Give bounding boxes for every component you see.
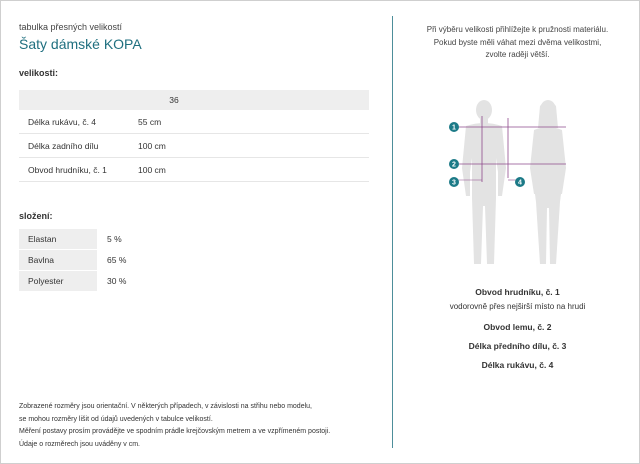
table-row [19, 229, 167, 250]
measurement-name: Délka rukávu, č. 4 [19, 110, 130, 134]
composition-table [19, 229, 167, 292]
intro-line: zvolte raději větší. [485, 50, 550, 59]
marker-2-icon [449, 159, 459, 169]
svg-text:2: 2 [452, 161, 456, 169]
body-measurement-figure [440, 98, 590, 270]
size-column-header: 36 [130, 90, 218, 110]
measurement-name: Délka zadního dílu [19, 134, 130, 158]
divider [392, 16, 393, 448]
legend-sleeve-title: Délka rukávu, č. 4 [481, 360, 554, 370]
sizes-label: velikosti: [19, 68, 59, 78]
note-line: Údaje o rozměrech jsou uváděny v cm. [19, 440, 140, 448]
svg-text:3: 3 [452, 179, 456, 187]
header [19, 22, 371, 52]
material-name: Polyester [19, 271, 97, 292]
legend-chest-desc: vodorovně přes nejširší místo na hrudi [449, 302, 586, 311]
legend-chest-title: Obvod hrudníku, č. 1 [475, 287, 560, 297]
table-row [19, 250, 167, 271]
intro-line: Při výběru velikosti přihlížejte k pružnosti materiálu. [426, 25, 609, 34]
marker-4-icon [515, 177, 525, 187]
table-header-row [19, 90, 369, 110]
intro-line: Pokud byste měli váhat mezi dvěma velikostmi, [433, 37, 602, 47]
page-subtitle: tabulka přesných velikostí [19, 22, 123, 32]
table-row [19, 271, 167, 292]
female-silhouette-icon [530, 100, 566, 264]
material-name: Elastan [19, 229, 97, 250]
marker-3-icon [449, 177, 459, 187]
measurement-value: 100 cm [130, 134, 218, 158]
note-line: se mohou rozměry lišit od údajů uvedených v tabulce velikostí. [19, 415, 213, 423]
measurement-value: 100 cm [130, 158, 218, 182]
composition-label: složení: [19, 211, 53, 221]
material-value: 30 % [97, 271, 167, 292]
material-value: 65 % [97, 250, 167, 271]
legend-hem-title: Obvod lemu, č. 2 [483, 322, 552, 332]
sizes-table [19, 90, 369, 182]
measurement-value: 55 cm [130, 110, 218, 134]
table-row [19, 110, 369, 134]
note-line: Zobrazené rozměry jsou orientační. V některých případech, v závislosti na střihu nebo modelu, [19, 403, 312, 410]
male-silhouette-icon [462, 100, 506, 264]
svg-text:1: 1 [452, 124, 456, 132]
measurement-name: Obvod hrudníku, č. 1 [19, 158, 130, 182]
material-value: 5 % [97, 229, 167, 250]
table-row [19, 158, 369, 182]
disclaimer-note [19, 401, 371, 451]
table-row [19, 134, 369, 158]
material-name: Bavlna [19, 250, 97, 271]
page-title: Šaty dámské KOPA [19, 36, 142, 52]
guide-intro [395, 24, 640, 62]
legend-front-length-title: Délka předního dílu, č. 3 [468, 341, 567, 351]
note-line: Měření postavy prosím provádějte ve spodním prádle krejčovským metrem a ve vzpřímeném postoji. [19, 428, 331, 435]
marker-1-icon [449, 122, 459, 132]
svg-text:4: 4 [518, 179, 522, 187]
